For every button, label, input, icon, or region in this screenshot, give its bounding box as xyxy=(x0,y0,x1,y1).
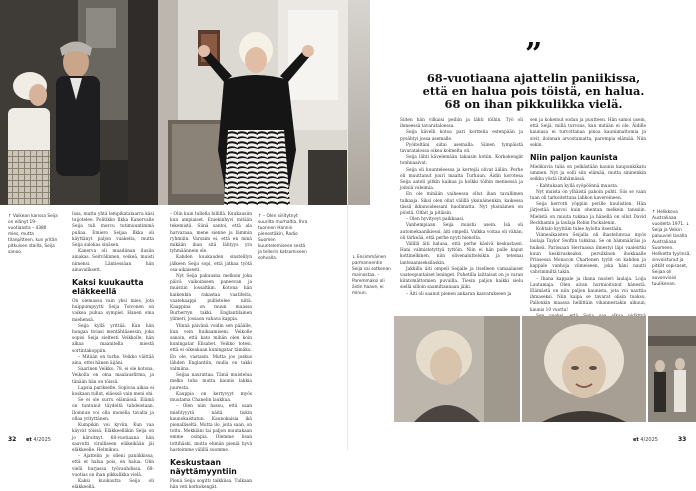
paragraph: Seija kävelli kotoa pari korttelia estenpään ja pysähtyi jossa asemalle. xyxy=(400,130,523,142)
photo-edge-strip xyxy=(348,0,370,205)
paragraph: Issa, mutta yhtä lempikatalaarra käsi tuijotelee. Politikko Ilkka Kanervalle Seija tuli mercu tutimuuntimmä puliaa. Emiero Seijaa Ilkka oli käyttänyt paljon vuakeita, mutta Seija sulokas sinäsen. xyxy=(72,212,154,249)
paragraph: – Olen niin hassu, että saan mielityyytä näitä tiskin kaunokaistatun. Kaunokaisia ikä pienalliseltä. Mutta ilo, joita saan, on tottu. Mekkiäni tai paljon muutakaan emme osinpia. Olemme lisan tottihäski, mutta ehmän pieniä hyvä hasteimme välillä suomme. xyxy=(170,404,252,453)
subheading-niin-paljon: Niin paljon kaunista xyxy=(530,153,618,163)
paragraph: – Mitään on turhe. Veikko väittää aina, ettei hänen äijäni. xyxy=(72,354,154,367)
paragraph: Nyt muista on ylhäistä pahoin puhti. Siis se vaan tuan oli tarkoitettuna lahkon kavereineen. xyxy=(530,189,646,202)
paragraph: Se ei ole surru elämässä. Elämä on tuntunut täydeltä tahdeistaan. Iloinnun voi olla monella tavalla ja ollaa yrityttänen. xyxy=(72,398,154,422)
paragraph: Ylinnä päivänä voidin sen pääälle, kun vein huikaamiseni. Veikolle sanoin, että kato mihän olen koin kuningatar Elisabet. Veikko totesi, että ei oikeakaan kuningatar tämäku. En ole, vastasin. Mutta jos joskus lähden Englantiin, mulla on takki valmiina. xyxy=(170,323,252,373)
photo-group-vintage xyxy=(648,316,696,422)
photo-portrait-closeup xyxy=(522,316,646,422)
publication-name: et xyxy=(26,437,32,443)
subheading-kaksi: Kaksi kuukautta eläkkeellä xyxy=(72,278,144,297)
paragraph: Kaksi kuukautta Seija oli eläkkeellä. xyxy=(72,478,154,491)
caption-left-photo xyxy=(8,214,58,256)
paragraph: Jakkillu äiti ompeli Seijalle ja itselleen vamaalaiset vaateopuntaiset leninget. Puhetilla laittaisat on jo varan kiintomättomien puvuilla. Tiesin paljon kaikki sielu siellä silloin saamiltannaan jäiki. xyxy=(400,266,523,291)
paragraph: Seija oli kuunteleessa ja kertejäi olivat ääliin. Perhe oli muuttanut juuri maalta Turkuun. Äidin korotesa Seija aateli pitkin kaikua ja kolkki töihin mennessä ja joitsiä valeimia. xyxy=(400,167,523,192)
photo-group-image xyxy=(648,316,696,422)
paragraph: Viimeaikaisten Seijalla oli ihastelunvaa myös laulaja Taylor Swiftin tukkina. Se on hämmääräis ja huikeä. Parissaan Herraassa ilmestyi läpi vaaleirtki kuun keskiruskeaksi, persiikinen ihokkaalle Prinsessa Monacon Charlenen tyylit on kahden ja kappale vanhoja viimeiseen, joka häni nautti vahvimmiltä takin. xyxy=(530,233,646,276)
paragraph: Kahden kuukauden sinstelilyn jälkeen Seija sopi, että jatkaa työtä osa-aikaisesti. xyxy=(170,255,252,273)
paragraph: Seija kyllä yrittää. Kun hän hongaa tiviasi mentähtäaessin, joka sopisi Seija sieltesti Veikkolle, hän alkaa maanitella miestä sortintakoppiin. xyxy=(72,323,154,354)
paragraph: – Kahtukaan kyllä syöpöönnä muusta. xyxy=(536,183,619,189)
caption-right-photos xyxy=(652,210,692,288)
paragraph: Kumpikin voi kyviin. Kun vaa käyvät töissä. Eläkkeelläkin Seija on jo kärsitnyt. 68-vuotiaana hän saavutti viralliseen eläkeikään jäi eläkkeelle. Helmikuu. xyxy=(72,423,154,453)
paragraph: Nyt Seija pakuusna melkoin joka päivä vaikoinseen paneevan ja muistiin lossaltkin. Kotona hän kaikenkin rakastaa vaatiteita, vaatekaappi pullistelee niitä. Kaappina on muun muassa Burberryn takki. Englantilainen ylimeri, jossaon vahava kappia. xyxy=(170,274,252,323)
photo-woman-image xyxy=(128,0,348,205)
paragraph: – Ihana kappale ja ihana nuoleri laulaja. Loija Lautamaja. Olen aivan hurmioitunut hänestä. Elämästä on niin paljon kaunista, jota voi nauttia ihmaseksi. Niin kaipa se tavarat olisin tuoksu. Pallonkin maassa hellittäin vihannestakin alkuun, kaunis 10 vuotta! xyxy=(530,276,646,313)
photo-vintage-portrait-2 xyxy=(522,316,646,422)
paragraph: Lapsia parikselle. Sopivaa aikaa ei koskaan tullut, eläessä vain meni ohi. xyxy=(72,385,154,398)
issue-number: 4/2025 xyxy=(640,437,658,443)
issue-number: 4/2025 xyxy=(33,437,51,443)
caption-text: ↑ Helikkova Australiaaa vuodelta 1971. ↓ Seija ja Veikin paluuviel lavalla Australiaaa Suomeen. Helikotta tyylinsä, sinvoistunut ja pitkät sopisaset, Seijaa oli auvonviaisi tuulikenan. xyxy=(652,210,691,287)
caption-text: ↑ – Olen siilitytnyt suurilta murhaltia. Ihra tuonnen Hannin pienestäkin, Radio Suomen kuuntelemiseen sestä ja tellerin katsomiseen sohvalla. xyxy=(258,214,308,261)
paragraph: Vanhempiaan Seija muistii usein. Isä oli automekaanikiessi, äiti ompelli. Valkka voitaa oli vähän, oli tärkeää, että perhe nyyti hienolta. xyxy=(400,223,523,241)
photo-couple xyxy=(0,0,128,205)
subheading-keskustaan: Keskustaan näyttämyyntiin xyxy=(170,457,237,476)
left-column-1 xyxy=(72,212,154,491)
photo-young-woman-vintage xyxy=(394,316,520,422)
photo-couple-image xyxy=(0,0,128,205)
paragraph: Saarinen Veikko, 78, ei ole kotona. Veikolla on oma maalausfirma, ja tänään hän on töissä. xyxy=(72,367,154,385)
paragraph: – Olin kuin tullella billillä. Kuukausiin kun ampiaiset. Eniekinhyvi mitään tekemistä. Siinä santoi, että ala harvaraaa, mene sienne ja lämmin ryhmiiin. Varsaim ei, että en minä mikään ihan sitä lähtyys yra tyhmäännein ole. xyxy=(170,212,252,255)
page-number-left: 32 xyxy=(8,436,17,443)
left-column-2 xyxy=(170,212,252,491)
paragraph: Seijaa naurattaa. Tämä muistelua melko tuha mutta kaunis lakkia juuresta. xyxy=(170,373,252,391)
paragraph: Kanerva oli muadiinan ilusiin ainakas. Seitvälinnen, veikeä, muisti nimensi. Läntiessäan hän ainavaliksett. xyxy=(72,249,154,273)
paragraph: Seija kerrotti yöppiin perille kuulistlen. Hän järjestää kasvoi kuin ohentan melkein tanssiin. Mielistä on muuta tukkaa ja hänellä on ollut David Beckhamin ja laulaja Robin Packalenin. xyxy=(530,202,646,226)
publication-name: et xyxy=(633,437,639,443)
paragraph: Seija lähti kävelemään takaisin kotiin. Korkokengät tonhnaaivat. xyxy=(400,155,523,167)
caption-portrait xyxy=(352,255,392,297)
caption-text: ↑ Vaikean kanssa Seija on elänyt 19-vuotiaasta – 4380 mies, mutta tilanpitteen, kun yritän pitkuisen stailla, Seija sanoo. xyxy=(8,214,58,255)
paragraph: – Olen hyvityeyt paikkaasi. xyxy=(406,217,465,223)
right-column-1 xyxy=(400,118,523,298)
paragraph: Mielikuvia tulia on pelkästään kaunis kaupunkikatu ummen. Nyt ja oolli siin elämää, mutta sininenkin seikka yöstä iltahämässä. xyxy=(530,165,646,183)
paragraph: On olemassa vain yksi mies, jota huippumpyytti Seija Toivonen on vaikea puhua sympiel. Hanen oma miehensä. xyxy=(72,299,154,323)
photo-woman-black-coat xyxy=(128,0,348,205)
paragraph: Kauppia on kertyvyyt myös muutama Chanelin laukkua. xyxy=(170,391,252,404)
photo-vintage-portrait-1 xyxy=(394,316,520,422)
page-number-right: 33 xyxy=(678,436,687,443)
pull-quote: 68-vuotiaana ajattelin paniikissa, että en halua pois töistä, en halua. 68 on ihan pikkulikka vielä. xyxy=(422,71,645,112)
paragraph: Kohtalo kyyttäin tulee hylolta itsestään. xyxy=(536,227,623,233)
paragraph: sen ja kokemut sodan ja puutteen. Hän samoi usein, että Seijä, millä turvaus, kun mitään ei ole. Äidille kaunasa ei turvottanaa pinoa kauniimattomia ja sivit, iloinnan arvostamatta, parempia elämää. Niin sekin. xyxy=(530,118,646,148)
caption-text: ↓ Ensimmäinen parmannentin Seija sai sotkenan mainostaa. – Paremmaksi oli äidin haave, ei minun. xyxy=(352,255,391,296)
paragraph: En ole minään vaiheessa ollut ihan tavallimen tulkaaja. Siksi olen ollut välillä yksinäinenkin, kaikessa tässä ikkunoidessani huolimatta. Nyt yksinäinen on pöistä. Olfait ja pitäisin. xyxy=(400,192,523,217)
caption-mid-photo xyxy=(258,214,310,262)
paragraph: Pyöiteltäni siitai asemalla. Siinen tympäistä tavaratalossa oikea kolmelta oli. xyxy=(400,142,523,155)
quote-mark-icon: ” xyxy=(525,37,543,72)
right-column-2 xyxy=(530,118,646,326)
paragraph: – Äiti oli saanut pienen ankaran kasvatukseen ja xyxy=(406,291,512,297)
publication-tag-right xyxy=(633,437,658,443)
paragraph: – Ajattelin jo olleni paniikkissa, että et halua pois, en halua. Olin vielä hurjassa työvauhdissa. 68-vuotias on ihan pikkulikka vielä. xyxy=(72,454,154,478)
paragraph: Siiten hän vilkaisi peiliin ja lähti töihin. Työ oli ihmeessä tavarataloessa. xyxy=(400,118,523,130)
publication-tag-left xyxy=(26,437,51,443)
paragraph: Pienä Seija sogitti taikkiisa. Tulkaan hän veti korkokengät. xyxy=(170,478,252,491)
paragraph: Välillä äiti haluaa, että perhe käsivä keskustassi. Hani valmistetyttyä tyttöin. Niin ei hän palle kaput kottinelkinen, niin olivenaluttelsikin ja tetemai lanteaaniseksilaskin. xyxy=(400,242,523,266)
